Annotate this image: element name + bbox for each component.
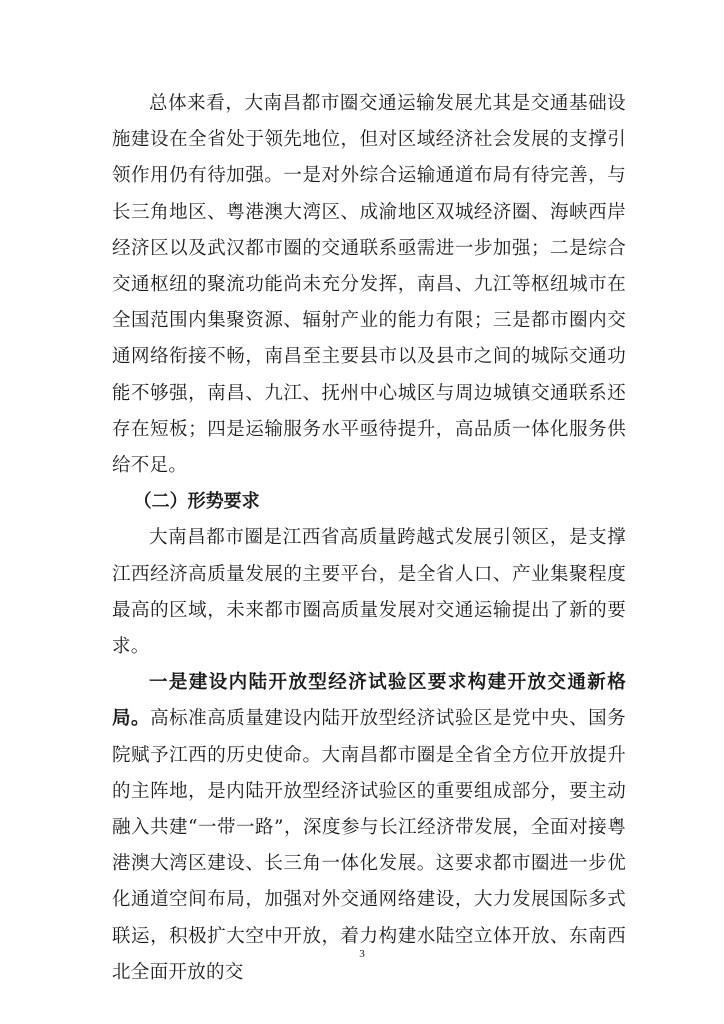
paragraph-requirements-intro: 大南昌都市圈是江西省高质量跨越式发展引领区，是支撑江西经济高质量发展的主要平台，是全省人口、产业集聚程度最高的区域，未来都市圈高质量发展对交通运输提出了新的要求。 [112,527,626,658]
paragraph-body: 高标准高质量建设内陆开放型经济试验区是党中央、国务院赋予江西的历史使命。大南昌都市圈是全省全方位开放提升的主阵地，是内陆开放型经济试验区的重要组成部分，要主动融入共建“一带一路”，深度参与长江经济带发展，全面对接粤港澳大湾区建设、长三角一体化发展。这要求都市圈进一步优化通道空间布局，加强对外交通网络建设，大力发展国际多式联运，积极扩大空中开放，着力构建水陆空立体开放、东南西北全面开放的交 [112,708,626,983]
paragraph-open-economy [112,665,626,991]
paragraph-overview: 总体来看，大南昌都市圈交通运输发展尤其是交通基础设施建设在全省处于领先地位，但对区域经济社会发展的支撑引领作用仍有待加强。一是对外综合运输通道布局有待完善，与长三角地区、粤港澳大湾区、成渝地区双城经济圈、海峡西岸经济区以及武汉都市圈的交通联系亟需进一步加强；二是综合交通枢纽的聚流功能尚未充分发挥，南昌、九江等枢纽城市在全国范围内集聚资源、辐射产业的能力有限；三是都市圈内交通网络衔接不畅，南昌至主要县市以及县市之间的城际交通功能不够强，南昌、九江、抚州中心城区与周边城镇交通联系还存在短板；四是运输服务水平亟待提升，高品质一体化服务供给不足。 [112,93,626,477]
page-number: 3 [359,948,365,960]
body-text [112,86,626,991]
paragraph-lead-sentence: 一是建设内陆开放型经济试验区要求构建开放交通新格局。 [112,672,626,730]
section-heading: （二）形势要求 [133,491,260,513]
